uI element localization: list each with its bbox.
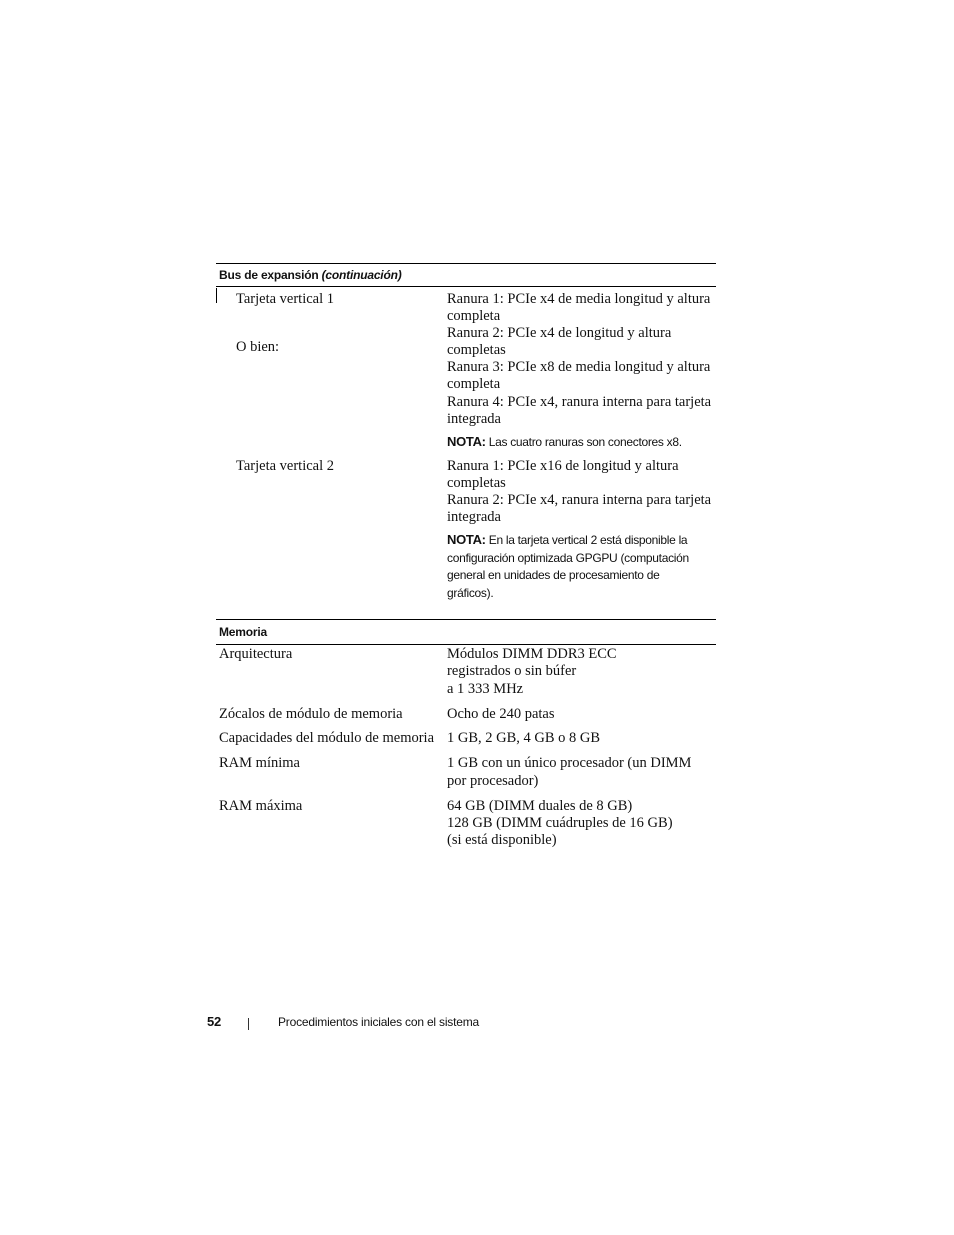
riser2-line-2: completas <box>447 475 506 491</box>
expansion-left-rule <box>216 288 217 303</box>
architecture-line-2: registrados o sin búfer <box>447 663 577 679</box>
riser1-line-5: Ranura 3: PCIe x8 de media longitud y altura <box>447 359 711 375</box>
min-ram-line-1: 1 GB con un único procesador (un DIMM <box>447 755 692 771</box>
note-2 <box>447 531 689 602</box>
capacities-value: 1 GB, 2 GB, 4 GB o 8 GB <box>447 730 601 746</box>
note-2-label: NOTA: <box>447 532 486 547</box>
architecture-line-1: Módulos DIMM DDR3 ECC <box>447 646 617 662</box>
sockets-value: Ocho de 240 patas <box>447 706 555 722</box>
max-ram-label: RAM máxima <box>219 798 303 814</box>
riser2-line-1: Ranura 1: PCIe x16 de longitud y altura <box>447 458 679 474</box>
note-1-text: Las cuatro ranuras son conectores x8. <box>488 435 682 449</box>
riser2-line-4: integrada <box>447 509 501 525</box>
riser1-line-7: Ranura 4: PCIe x4, ranura interna para tarjeta <box>447 394 712 410</box>
architecture-label: Arquitectura <box>219 646 293 662</box>
memory-section-title: Memoria <box>219 625 267 639</box>
riser1-label: Tarjeta vertical 1 <box>236 291 335 307</box>
note-2-line-3: general en unidades de procesamiento de <box>447 568 660 582</box>
architecture-line-3: a 1 333 MHz <box>447 681 524 697</box>
expansion-section-title: Bus de expansión (continuación) <box>219 268 402 282</box>
min-ram-line-2: por procesador) <box>447 773 539 789</box>
page-number: 52 <box>207 1014 222 1029</box>
riser1-line-4: completas <box>447 342 506 358</box>
riser1-line-2: completa <box>447 308 501 324</box>
max-ram-line-3: (si está disponible) <box>447 832 557 848</box>
max-ram-line-2: 128 GB (DIMM cuádruples de 16 GB) <box>447 815 673 831</box>
continuation-label: (continuación) <box>321 268 402 282</box>
note-2-line-4: gráficos). <box>447 585 494 600</box>
footer-separator <box>248 1018 249 1030</box>
or-label: O bien: <box>236 339 280 355</box>
max-ram-line-1: 64 GB (DIMM duales de 8 GB) <box>447 798 633 814</box>
note-1 <box>447 433 682 452</box>
memory-section-header <box>216 619 716 645</box>
note-2-line-2: configuración optimizada GPGPU (computación <box>447 550 689 565</box>
riser1-line-6: completa <box>447 376 501 392</box>
riser2-label: Tarjeta vertical 2 <box>236 458 335 474</box>
riser1-line-8: integrada <box>447 411 501 427</box>
expansion-section-header <box>216 263 716 287</box>
min-ram-label: RAM mínima <box>219 755 300 771</box>
note-1-label: NOTA: <box>447 434 486 449</box>
riser1-line-3: Ranura 2: PCIe x4 de longitud y altura <box>447 325 672 341</box>
capacities-label: Capacidades del módulo de memoria <box>219 730 435 746</box>
riser1-line-1: Ranura 1: PCIe x4 de media longitud y altura <box>447 291 711 307</box>
sockets-label: Zócalos de módulo de memoria <box>219 706 403 722</box>
footer-section-title: Procedimientos iniciales con el sistema <box>278 1015 479 1029</box>
riser2-line-3: Ranura 2: PCIe x4, ranura interna para tarjeta <box>447 492 712 508</box>
note-2-line-1: En la tarjeta vertical 2 está disponible la <box>488 533 688 547</box>
